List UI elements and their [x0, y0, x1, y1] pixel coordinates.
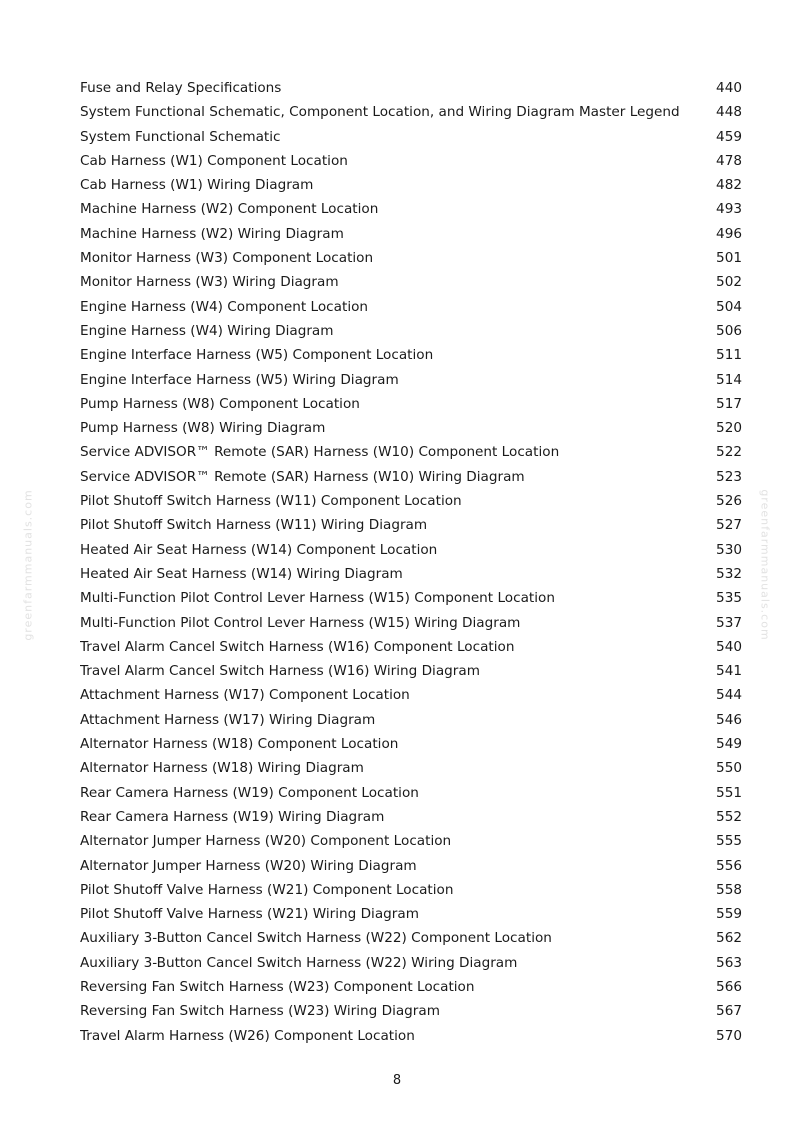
toc-entry-title[interactable]: Cab Harness (W1) Wiring Diagram — [80, 177, 314, 194]
toc-entry-page[interactable]: 562 — [716, 930, 742, 947]
toc-entry-page[interactable]: 530 — [716, 541, 742, 558]
toc-entry-title[interactable]: Service ADVISOR™ Remote (SAR) Harness (W10) Component Location — [80, 444, 560, 461]
toc-entry-title[interactable]: Pilot Shutoff Valve Harness (W21) Component Location — [80, 881, 454, 898]
toc-entry[interactable] — [80, 465, 742, 489]
toc-entry-page[interactable]: 504 — [716, 298, 742, 315]
toc-entry-title[interactable]: Monitor Harness (W3) Wiring Diagram — [80, 274, 339, 291]
toc-entry[interactable] — [80, 76, 742, 100]
toc-entry[interactable] — [80, 951, 742, 975]
toc-entry-page[interactable]: 535 — [716, 590, 742, 607]
toc-entry-page[interactable]: 523 — [716, 468, 742, 485]
toc-entry-title[interactable]: Pilot Shutoff Switch Harness (W11) Wiring Diagram — [80, 517, 428, 534]
toc-entry-page[interactable]: 532 — [716, 565, 742, 582]
toc-entry-title[interactable]: Engine Interface Harness (W5) Wiring Diagram — [80, 371, 399, 388]
toc-entry[interactable] — [80, 829, 742, 853]
watermark-right: greenfarmmanuals.com — [758, 489, 772, 641]
toc-entry-page[interactable]: 570 — [716, 1027, 742, 1044]
toc-entry[interactable] — [80, 854, 742, 878]
toc-entry[interactable] — [80, 295, 742, 319]
toc-entry-page[interactable]: 541 — [716, 663, 742, 680]
toc-entry[interactable] — [80, 538, 742, 562]
toc-entry[interactable] — [80, 683, 742, 707]
toc-entry[interactable] — [80, 732, 742, 756]
toc-entry[interactable] — [80, 343, 742, 367]
toc-entry-page[interactable]: 566 — [716, 978, 742, 995]
toc-entry-title[interactable]: Alternator Jumper Harness (W20) Component Location — [80, 833, 452, 850]
toc-entry-title[interactable]: Rear Camera Harness (W19) Component Location — [80, 784, 419, 801]
toc-entry-title[interactable]: Pilot Shutoff Switch Harness (W11) Component Location — [80, 493, 462, 510]
toc-entry-title[interactable]: System Functional Schematic — [80, 128, 281, 145]
toc-entry[interactable] — [80, 805, 742, 829]
toc-entry[interactable] — [80, 756, 742, 780]
toc-entry[interactable] — [80, 149, 742, 173]
toc-entry[interactable] — [80, 611, 742, 635]
toc-entry-title[interactable]: Rear Camera Harness (W19) Wiring Diagram — [80, 808, 385, 825]
toc-entry-page[interactable]: 551 — [716, 784, 742, 801]
toc-entry-title[interactable]: Pilot Shutoff Valve Harness (W21) Wiring Diagram — [80, 906, 419, 923]
toc-entry-title[interactable]: Travel Alarm Cancel Switch Harness (W16) Component Location — [80, 638, 515, 655]
toc-entry[interactable] — [80, 416, 742, 440]
toc-entry-page[interactable]: 506 — [716, 322, 742, 339]
toc-entry-page[interactable]: 555 — [716, 833, 742, 850]
toc-entry-title[interactable]: Fuse and Relay Specifications — [80, 80, 282, 96]
toc-entry-title[interactable]: Travel Alarm Cancel Switch Harness (W16) Wiring Diagram — [80, 663, 480, 680]
toc-entry[interactable] — [80, 246, 742, 270]
toc-entry[interactable] — [80, 999, 742, 1023]
toc-entry[interactable] — [80, 1024, 742, 1048]
toc-entry-title[interactable]: Monitor Harness (W3) Component Location — [80, 250, 374, 267]
toc-entry[interactable] — [80, 197, 742, 221]
toc-entry-page[interactable]: 567 — [716, 1003, 742, 1020]
toc-entry-page[interactable]: 459 — [716, 128, 742, 145]
toc-entry[interactable] — [80, 635, 742, 659]
toc-entry-title[interactable]: Engine Interface Harness (W5) Component Location — [80, 347, 434, 364]
toc-entry-title[interactable]: Auxiliary 3-Button Cancel Switch Harness (W22) Wiring Diagram — [80, 954, 518, 971]
toc-entry[interactable] — [80, 270, 742, 294]
toc-entry-page[interactable]: 558 — [716, 881, 742, 898]
toc-entry[interactable] — [80, 319, 742, 343]
toc-entry-title[interactable]: Pump Harness (W8) Component Location — [80, 395, 360, 412]
toc-entry-title[interactable]: Reversing Fan Switch Harness (W23) Wiring Diagram — [80, 1003, 440, 1020]
toc-entry-page[interactable]: 496 — [716, 225, 742, 242]
toc-entry-title[interactable]: Service ADVISOR™ Remote (SAR) Harness (W10) Wiring Diagram — [80, 468, 525, 485]
toc-entry[interactable] — [80, 975, 742, 999]
toc-entry-page[interactable]: 544 — [716, 687, 742, 704]
toc-entry-page[interactable]: 511 — [716, 347, 742, 364]
toc-entry-page[interactable]: 546 — [716, 711, 742, 728]
toc-entry-title[interactable]: Heated Air Seat Harness (W14) Wiring Diagram — [80, 565, 403, 582]
toc-entry[interactable] — [80, 781, 742, 805]
toc-entry-title[interactable]: Cab Harness (W1) Component Location — [80, 152, 348, 169]
toc-entry[interactable] — [80, 926, 742, 950]
toc-entry[interactable] — [80, 489, 742, 513]
toc-entry-title[interactable]: Engine Harness (W4) Wiring Diagram — [80, 322, 334, 339]
toc-entry[interactable] — [80, 878, 742, 902]
toc-entry[interactable] — [80, 125, 742, 149]
toc-entry-title[interactable]: Alternator Harness (W18) Wiring Diagram — [80, 760, 364, 777]
toc-entry-title[interactable]: Multi-Function Pilot Control Lever Harness (W15) Wiring Diagram — [80, 614, 521, 631]
toc-entry-page[interactable]: 502 — [716, 274, 742, 291]
toc-entry-page[interactable]: 493 — [716, 201, 742, 218]
toc-entry-page[interactable]: 482 — [716, 177, 742, 194]
toc-entry-page[interactable]: 563 — [716, 954, 742, 971]
page-number: 8 — [392, 1073, 402, 1088]
toc-entry[interactable] — [80, 392, 742, 416]
watermark-left: greenfarmmanuals.com — [21, 489, 35, 641]
toc-entry-title[interactable]: Alternator Harness (W18) Component Location — [80, 736, 399, 753]
toc-entry-title[interactable]: Machine Harness (W2) Component Location — [80, 201, 379, 218]
toc-entry[interactable] — [80, 222, 742, 246]
toc-entry-page[interactable]: 522 — [716, 444, 742, 461]
toc-entry[interactable] — [80, 708, 742, 732]
toc-entry-title[interactable]: Attachment Harness (W17) Component Location — [80, 687, 410, 704]
toc-entry[interactable] — [80, 368, 742, 392]
toc-entry[interactable] — [80, 440, 742, 464]
toc-entry-title[interactable]: System Functional Schematic, Component Location, and Wiring Diagram Master Legend — [80, 104, 680, 121]
toc-entry-page[interactable]: 501 — [716, 250, 742, 267]
toc-entry-page[interactable]: 550 — [716, 760, 742, 777]
toc-entry-page[interactable]: 540 — [716, 638, 742, 655]
toc-entry-page[interactable]: 526 — [716, 493, 742, 510]
toc-entry-page[interactable]: 517 — [716, 395, 742, 412]
toc-entry-title[interactable]: Pump Harness (W8) Wiring Diagram — [80, 420, 326, 437]
toc-entry[interactable] — [80, 562, 742, 586]
toc-entry-page[interactable]: 478 — [716, 152, 742, 169]
toc-entry-title[interactable]: Multi-Function Pilot Control Lever Harness (W15) Component Location — [80, 590, 555, 607]
toc-entry[interactable] — [80, 100, 742, 124]
toc-entry-page[interactable]: 440 — [716, 80, 742, 96]
toc-entry[interactable] — [80, 586, 742, 610]
toc-entry-title[interactable]: Heated Air Seat Harness (W14) Component Location — [80, 541, 438, 558]
toc-entry-title[interactable]: Travel Alarm Harness (W26) Component Location — [80, 1027, 415, 1044]
toc-entry-title[interactable]: Reversing Fan Switch Harness (W23) Component Location — [80, 978, 475, 995]
toc-entry-page[interactable]: 556 — [716, 857, 742, 874]
toc-entry[interactable] — [80, 902, 742, 926]
toc-entry-title[interactable]: Machine Harness (W2) Wiring Diagram — [80, 225, 344, 242]
table-of-contents — [80, 76, 742, 1048]
toc-entry-page[interactable]: 527 — [716, 517, 742, 534]
toc-entry-page[interactable]: 514 — [716, 371, 742, 388]
toc-entry-title[interactable]: Attachment Harness (W17) Wiring Diagram — [80, 711, 376, 728]
toc-entry-page[interactable]: 448 — [716, 104, 742, 121]
toc-entry[interactable] — [80, 173, 742, 197]
toc-entry-page[interactable]: 559 — [716, 906, 742, 923]
toc-entry-title[interactable]: Alternator Jumper Harness (W20) Wiring Diagram — [80, 857, 417, 874]
toc-entry-page[interactable]: 537 — [716, 614, 742, 631]
toc-entry-page[interactable]: 520 — [716, 420, 742, 437]
toc-entry-page[interactable]: 549 — [716, 736, 742, 753]
toc-entry[interactable] — [80, 659, 742, 683]
toc-entry-title[interactable]: Engine Harness (W4) Component Location — [80, 298, 369, 315]
toc-entry-page[interactable]: 552 — [716, 808, 742, 825]
toc-entry-title[interactable]: Auxiliary 3-Button Cancel Switch Harness (W22) Component Location — [80, 930, 552, 947]
toc-entry[interactable] — [80, 513, 742, 537]
